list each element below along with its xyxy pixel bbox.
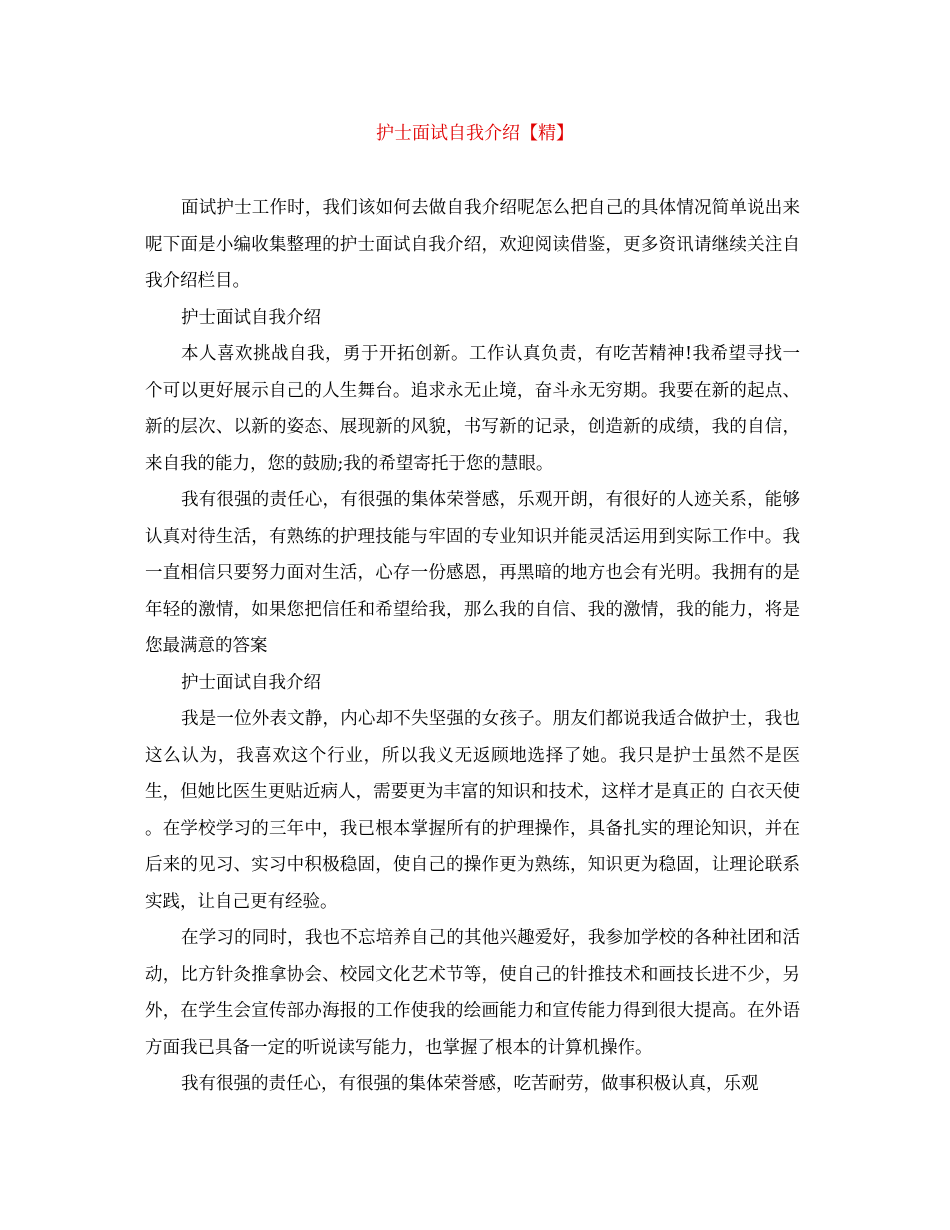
body-paragraph: 我有很强的责任心，有很强的集体荣誉感，乐观开朗，有很好的人迹关系，能够认真对待生活，有熟练的护理技能与牢固的专业知识并能灵活运用到实际工作中。我一直相信只要努力面对生活，心存一份感恩，再黑暗的地方也会有光明。我拥有的是年轻的激情，如果您把信任和希望给我，那么我的自信、我的激情，我的能力，将是您最满意的答案	[145, 490, 800, 656]
body-paragraph: 我有很强的责任心，有很强的集体荣誉感，吃苦耐劳，做事积极认真，乐观	[181, 1074, 759, 1094]
intro-paragraph: 面试护士工作时，我们该如何去做自我介绍呢怎么把自己的具体情况简单说出来呢下面是小编收集整理的护士面试自我介绍，欢迎阅读借鉴，更多资讯请继续关注自我介绍栏目。	[145, 198, 800, 291]
document-title: 护士面试自我介绍【精】	[376, 123, 574, 144]
document-body	[145, 190, 800, 1103]
body-paragraph: 在学习的同时，我也不忘培养自己的其他兴趣爱好，我参加学校的各种社团和活动，比方针灸推拿协会、校园文化艺术节等，使自己的针推技术和画技长进不少，另外，在学生会宣传部办海报的工作使我的绘画能力和宣传能力得到很大提高。在外语方面我已具备一定的听说读写能力，也掌握了根本的计算机操作。	[145, 928, 800, 1058]
body-paragraph: 我是一位外表文静，内心却不失坚强的女孩子。朋友们都说我适合做护士，我也这么认为，我喜欢这个行业，所以我义无返顾地选择了她。我只是护士虽然不是医生，但她比医生更贴近病人，需要更为丰富的知识和技术，这样才是真正的 白衣天使 。在学校学习的三年中，我已根本掌握所有的护理操作，具备扎实的理论知识，并在后来的见习、实习中积极稳固，使自己的操作更为熟练，知识更为稳固，让理论联系实践，让自己更有经验。	[145, 709, 800, 912]
section-heading: 护士面试自我介绍	[181, 307, 321, 328]
body-paragraph: 本人喜欢挑战自我，勇于开拓创新。工作认真负责，有吃苦精神!我希望寻找一个可以更好展示自己的人生舞台。追求永无止境，奋斗永无穷期。我要在新的起点、新的层次、以新的姿态、展现新的风貌，书写新的记录，创造新的成绩，我的自信，来自我的能力，您的鼓励;我的希望寄托于您的慧眼。	[145, 344, 800, 474]
section-heading: 护士面试自我介绍	[181, 672, 321, 693]
